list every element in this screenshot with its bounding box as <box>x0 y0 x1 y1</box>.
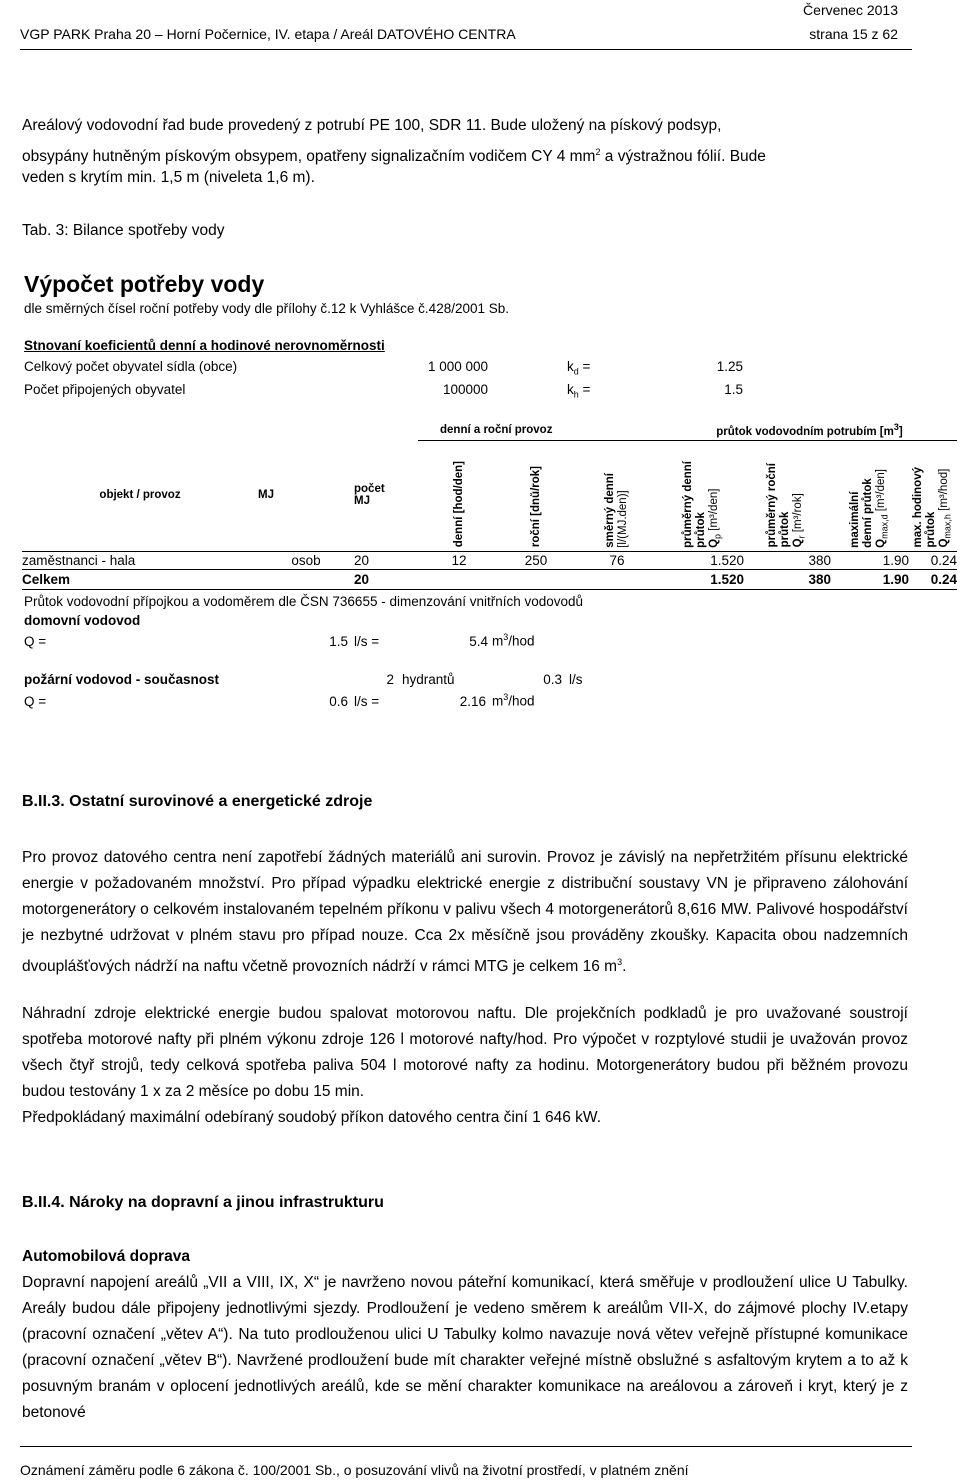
col-yearly-header: roční [dnů/rok] <box>529 466 542 548</box>
table-row <box>22 551 957 569</box>
intro-line-2: obsypány hutněným pískovým obsypem, opatřeny signalizačním vodičem CY 4 $mm^2$ a výstražnou fólií. Bude <box>22 147 766 166</box>
q-ls-unit: l/s = <box>354 634 380 649</box>
row-count: 20 <box>354 552 370 568</box>
section-4-subheading: Automobilová doprava <box>22 1248 190 1265</box>
fq-label: Q = <box>24 694 47 709</box>
calc-title: Výpočet potřeby vody <box>24 271 265 297</box>
calc-subtitle: dle směrných čísel roční potřeby vody dle přílohy č.12 k Vyhlášce č.428/2001 Sb. <box>24 301 510 316</box>
row-name: zaměstnanci - hala <box>22 552 136 568</box>
header-page-number: strana 15 z 62 <box>809 26 898 42</box>
header-date: Červenec 2013 <box>803 2 898 18</box>
total-qr: 380 <box>808 571 831 587</box>
col-norm-header: směrný denní [l/(MJ.den)] <box>604 472 629 548</box>
total-count: 20 <box>354 571 370 587</box>
connection-line-2: domovní vodovod <box>24 613 141 628</box>
section-3-paragraph-1: Pro provoz datového centra není zapotřebí žádných materiálů ani surovin. Provoz je závislý na nepřetržitém přísunu elektrické energie v požadovaném množství. Pro případ výpadku elektrické energie z distribuční soustavy VN je připraveno zálohování motorgenerátory o celkovém instalovaném tepelném příkonu v palivu všech 4 motorgenerátorů 8,616 MW. Palivové hospodářství je nezbytné udržovat v plném stavu pro případ nouze. Cca 2x měsíčně jsou prováděny zkoušky. Kapacita obou nadzemních dvouplášťových nádrží na naftu včetně provozních nádrží v rámci MTG je celkem 16 $m^3$. <box>22 849 908 976</box>
row-qr: 380 <box>808 552 831 568</box>
fire-rate: 0.3 <box>543 672 562 687</box>
intro-line-1: Areálový vodovodní řad bude provedený z potrubí PE 100, SDR 11. Bude uložený na pískový podsyp, <box>22 117 722 134</box>
connection-line-1: Průtok vodovodní přípojkou a vodoměrem dle ČSN 736655 - dimenzování vnitřních vodovodů <box>24 594 584 609</box>
coef-heading: Stnovaní koeficientů denní a hodinové nerovnoměrnosti <box>24 338 385 353</box>
fq-m3-value: 2.16 <box>459 694 486 709</box>
footer-text: Oznámení záměru podle 6 zákona č. 100/2001 Sb., o posuzování vlivů na životní prostředí, v platném znění <box>20 1462 689 1478</box>
fq-ls-unit: l/s = <box>354 694 380 709</box>
population-value: 1 000 000 <box>427 359 488 374</box>
group-header-daily-yearly: denní a roční provoz <box>418 420 662 440</box>
kd-value: 1.25 <box>716 359 743 374</box>
col-mj-header: MJ <box>258 489 274 502</box>
section-3-heading: B.II.3. Ostatní surovinové a energetické zdroje <box>22 793 373 810</box>
q-ls-value: 1.5 <box>329 634 348 649</box>
row-qd: 1.90 <box>882 552 909 568</box>
connected-label: Počet připojených obyvatel <box>24 382 186 397</box>
kh-label: $k_h$ = <box>567 382 591 400</box>
row-norm: 76 <box>609 552 625 568</box>
section-4-heading: B.II.4. Nároky na dopravní a jinou infrastrukturu <box>22 1194 384 1211</box>
fq-m3-unit: $m^3$/hod <box>492 692 535 709</box>
col-daily-header: denní [hod/den] <box>452 461 465 548</box>
connected-value: 100000 <box>442 382 488 397</box>
total-name: Celkem <box>22 571 71 587</box>
table-total-row <box>22 569 957 589</box>
section-4-paragraph: Dopravní napojení areálů „VII a VIII, IX, X“ je navrženo novou páteřní komunikací, která směřuje v prodloužení ulice U Tabulky. Areály budou dále připojeny jednotlivými sjezdy. Prodloužení je vedeno směrem k areálům VII-X, do zájmové plochy IV.etapy (pracovní označení „větev A“). Na tuto prodlouženou ulici U Tabulky kolmo navazuje nová větev veřejně přístupné komunikace (pracovní označení „větev B“). Navržené prodloužení bude mít charakter veřejné místně obslužné s asfaltovým krytem a to až k posuvným branám v oplocení jednotlivých areálů, kde se mění charakter komunikace na areálovou a zároveň i kryt, který je z betonové <box>22 1274 908 1421</box>
water-balance-table <box>22 420 957 590</box>
row-mj: osob <box>291 552 321 568</box>
q-label: Q = <box>24 634 47 649</box>
fire-hydrants: hydrantů <box>402 672 455 687</box>
fire-count: 2 <box>386 672 394 687</box>
col-qd-header: maximální denní průtok $Q_{max,d}$ [m³/den] <box>848 468 890 548</box>
fire-label: požární vodovod - současnost <box>24 672 220 687</box>
header-project: VGP PARK Praha 20 – Horní Počernice, IV. etapa / Areál DATOVÉHO CENTRA <box>20 26 516 42</box>
col-object-header: objekt / provoz <box>99 489 181 502</box>
total-qp: 1.520 <box>710 571 744 587</box>
fire-rate-unit: l/s <box>569 672 583 687</box>
population-label: Celkový počet obyvatel sídla (obce) <box>24 359 238 374</box>
total-qd: 1.90 <box>882 571 909 587</box>
col-qp-header: průměrný denní průtok $Q_p$ [m³/den] <box>681 460 723 548</box>
q-m3-unit: $m^3$/hod <box>492 632 535 649</box>
row-yearly: 250 <box>524 552 548 568</box>
col-qr-header: průměrný roční průtok $Q_r$ [m³/rok] <box>766 463 807 548</box>
group-header-flow: průtok vodovodním potrubím $[m^3]$ <box>662 420 957 440</box>
table-caption: Tab. 3: Bilance spotřeby vody <box>22 222 225 239</box>
col-qh-header: max. hodinový průtok $Q_{max,h}$ [m³/hod] <box>911 466 953 548</box>
section-3-paragraph-2: Náhradní zdroje elektrické energie budou spalovat motorovou naftu. Dle projekčních podkladů je pro uvažované soustrojí spotřeba motorové nafty při plném výkonu zdroje 126 l motorové nafty/hod. Pro výpočet v rozptylové studii je uvažován provoz všech čtyř strojů, tedy celková spotřeba paliva 504 l motorové nafty za hodinu. Motorgenerátory budou při běžném provozu budou testovány 1 x za 2 měsíce po dobu 15 min. <box>22 1005 908 1100</box>
row-daily: 12 <box>451 552 467 568</box>
row-qp: 1.520 <box>710 552 744 568</box>
footer-rule <box>20 1446 912 1447</box>
total-qh: 0.24 <box>930 571 957 587</box>
row-qh: 0.24 <box>930 552 957 568</box>
kd-label: $k_d$ = <box>567 359 591 377</box>
header-rule <box>20 49 912 50</box>
fq-ls-value: 0.6 <box>329 694 348 709</box>
kh-value: 1.5 <box>724 382 743 397</box>
intro-line-3: veden s krytím min. 1,5 m (niveleta 1,6 m). <box>22 169 315 186</box>
col-count-header: počet MJ <box>354 483 385 508</box>
section-3-paragraph-3: Předpokládaný maximální odebíraný soudobý příkon datového centra činí 1 646 kW. <box>22 1109 602 1126</box>
q-m3-value: 5.4 <box>469 634 488 649</box>
